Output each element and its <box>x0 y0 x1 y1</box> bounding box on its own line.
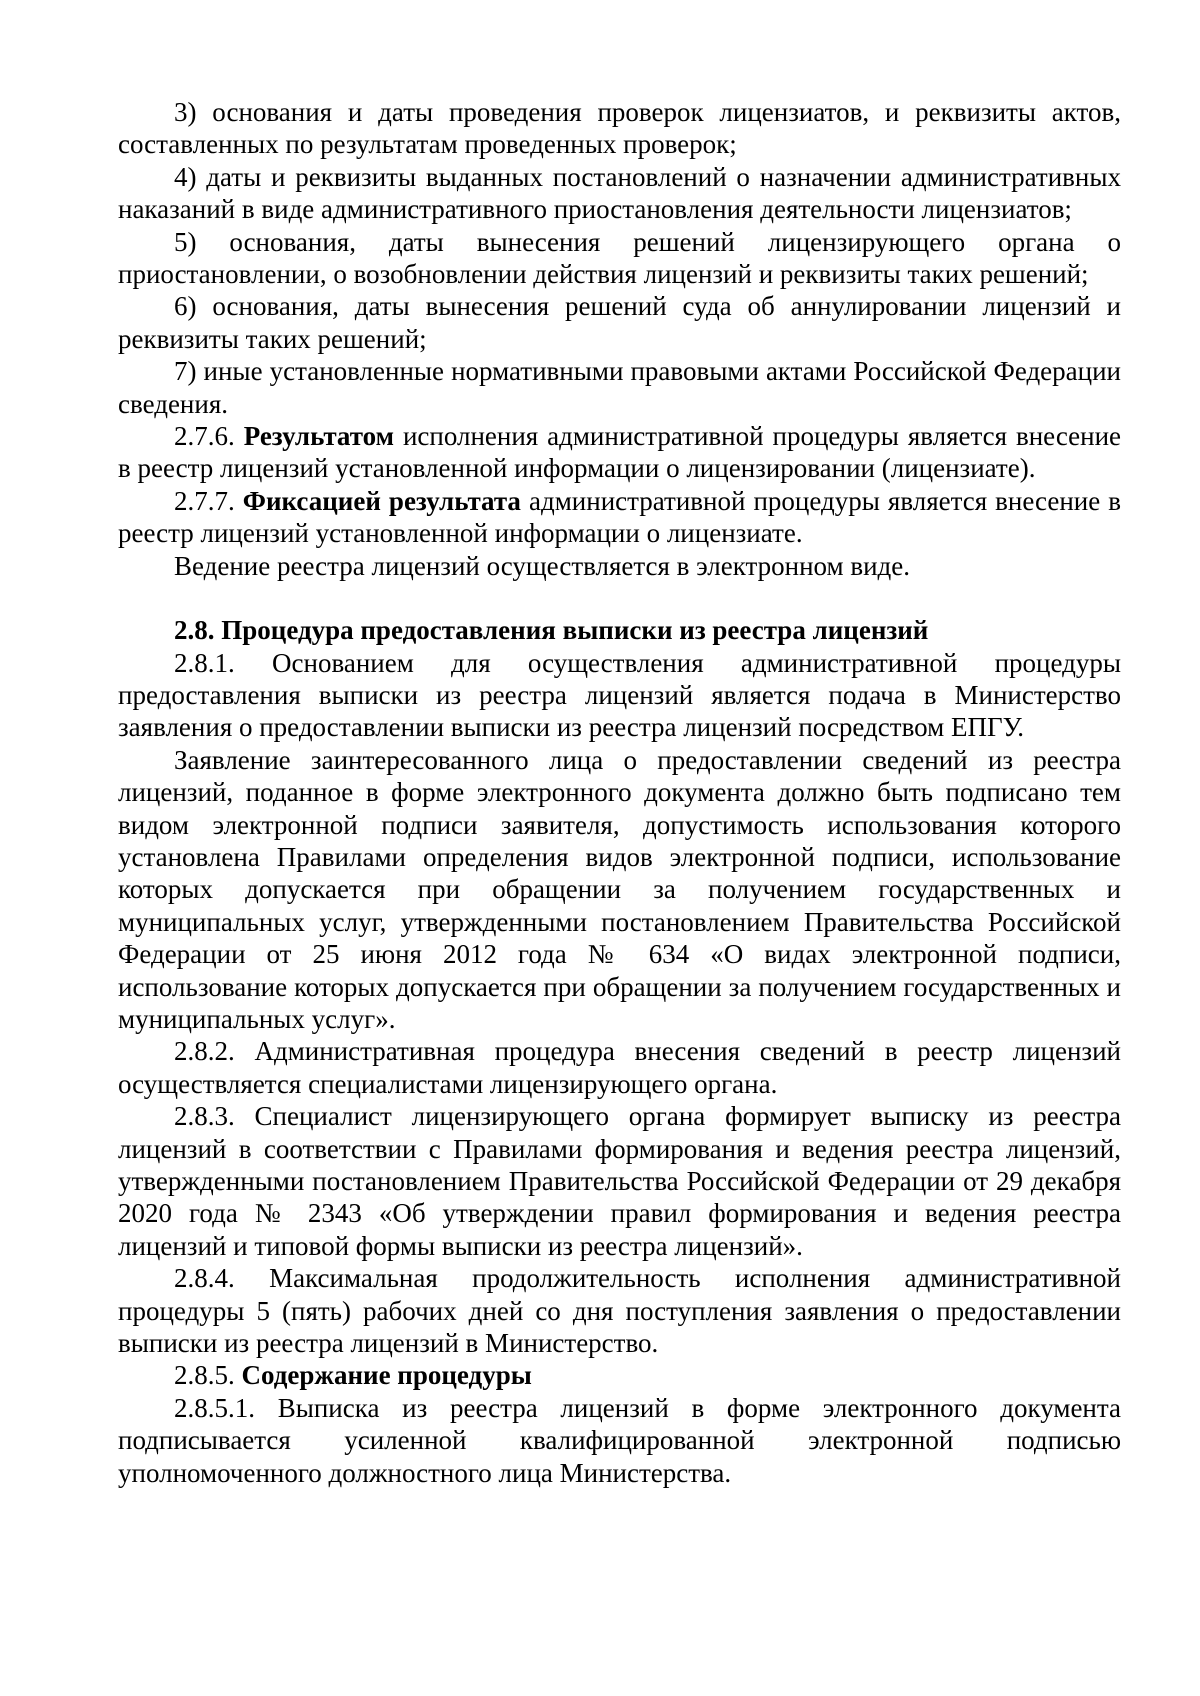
list-item-5: 5) основания, даты вынесения решений лицензирующего органа о приостановлении, о возобновлении действия лицензий и реквизиты таких решений; <box>118 226 1121 290</box>
bold-term: Результатом <box>243 421 394 452</box>
list-item-7: 7) иные установленные нормативными правовыми актами Российской Федерации сведения. <box>118 356 1121 419</box>
bold-term: Фиксацией результата <box>242 485 521 516</box>
paragraph-2-8-5-1: 2.8.5.1. Выписка из реестра лицензий в форме электронного документа подписывается усиленной квалифицированной электронной подписью уполномоченного должностного лица Министерства. <box>118 1392 1121 1488</box>
clause-text: исполнения административной процедуры является внесение в реестр лицензий установленной информации о лицензировании (лицензиате). <box>118 421 1122 484</box>
paragraph-2-8-5 <box>118 1359 1121 1391</box>
section-heading: 2.8. Процедура предоставления выписки из реестра лицензий <box>174 615 929 646</box>
list-item-6: 6) основания, даты вынесения решений суда об аннулировании лицензий и реквизиты таких решений; <box>118 291 1121 354</box>
paragraph-2-8-3: 2.8.3. Специалист лицензирующего органа формирует выписку из реестра лицензий в соответствии с Правилами формирования и ведения реестра лицензий, утвержденными постановлением Правительства Российской Федерации от 29 декабря 2020 года № 2343 «Об утверждении правил формирования и ведения реестра лицензий и типовой формы выписки из реестра лицензий». <box>118 1101 1121 1261</box>
list-item-4: 4) даты и реквизиты выданных постановлений о назначении административных наказаний в виде административного приостановления деятельности лицензиатов; <box>118 161 1121 225</box>
paragraph-2-7-6 <box>118 420 1121 485</box>
bold-term: Содержание процедуры <box>241 1360 532 1391</box>
paragraph-2-8-4: 2.8.4. Максимальная продолжительность исполнения административной процедуры 5 (пять) рабочих дней со дня поступления заявления о предоставлении выписки из реестра лицензий в Министерство. <box>118 1263 1121 1359</box>
clause-number: 2.7.7. <box>174 485 235 516</box>
document-page <box>118 96 1121 1489</box>
clause-number: 2.7.6. <box>174 421 235 452</box>
paragraph-2-7-7 <box>118 485 1121 550</box>
paragraph-2-8-1: 2.8.1. Основанием для осуществления административной процедуры предоставления выписки из реестра лицензий является подача в Министерство заявления о предоставлении выписки из реестра лицензий посредством ЕПГУ. <box>118 647 1121 743</box>
paragraph-2-8-2: 2.8.2. Административная процедура внесения сведений в реестр лицензий осуществляется специалистами лицензирующего органа. <box>118 1036 1121 1099</box>
application-paragraph: Заявление заинтересованного лица о предоставлении сведений из реестра лицензий, поданное в форме электронного документа должно быть подписано тем видом электронной подписи заявителя, допустимость использования которого установлена Правилами определения видов электронной подписи, использование которых допускается при обращении за получением государственных и муниципальных услуг, утвержденными постановлением Правительства Российской Федерации от 25 июня 2012 года № 634 «О видах электронной подписи, использование которых допускается при обращении за получением государственных и муниципальных услуг». <box>118 744 1121 1034</box>
list-item-3: 3) основания и даты проведения проверок лицензиатов, и реквизиты актов, составленных по результатам проведенных проверок; <box>118 97 1121 160</box>
clause-number: 2.8.5. <box>174 1360 235 1391</box>
clause-text: административной процедуры является внесение в реестр лицензий установленной информации о лицензиате. <box>118 485 1122 549</box>
section-spacer <box>118 582 1121 614</box>
registry-note: Ведение реестра лицензий осуществляется в электронном виде. <box>174 550 911 581</box>
